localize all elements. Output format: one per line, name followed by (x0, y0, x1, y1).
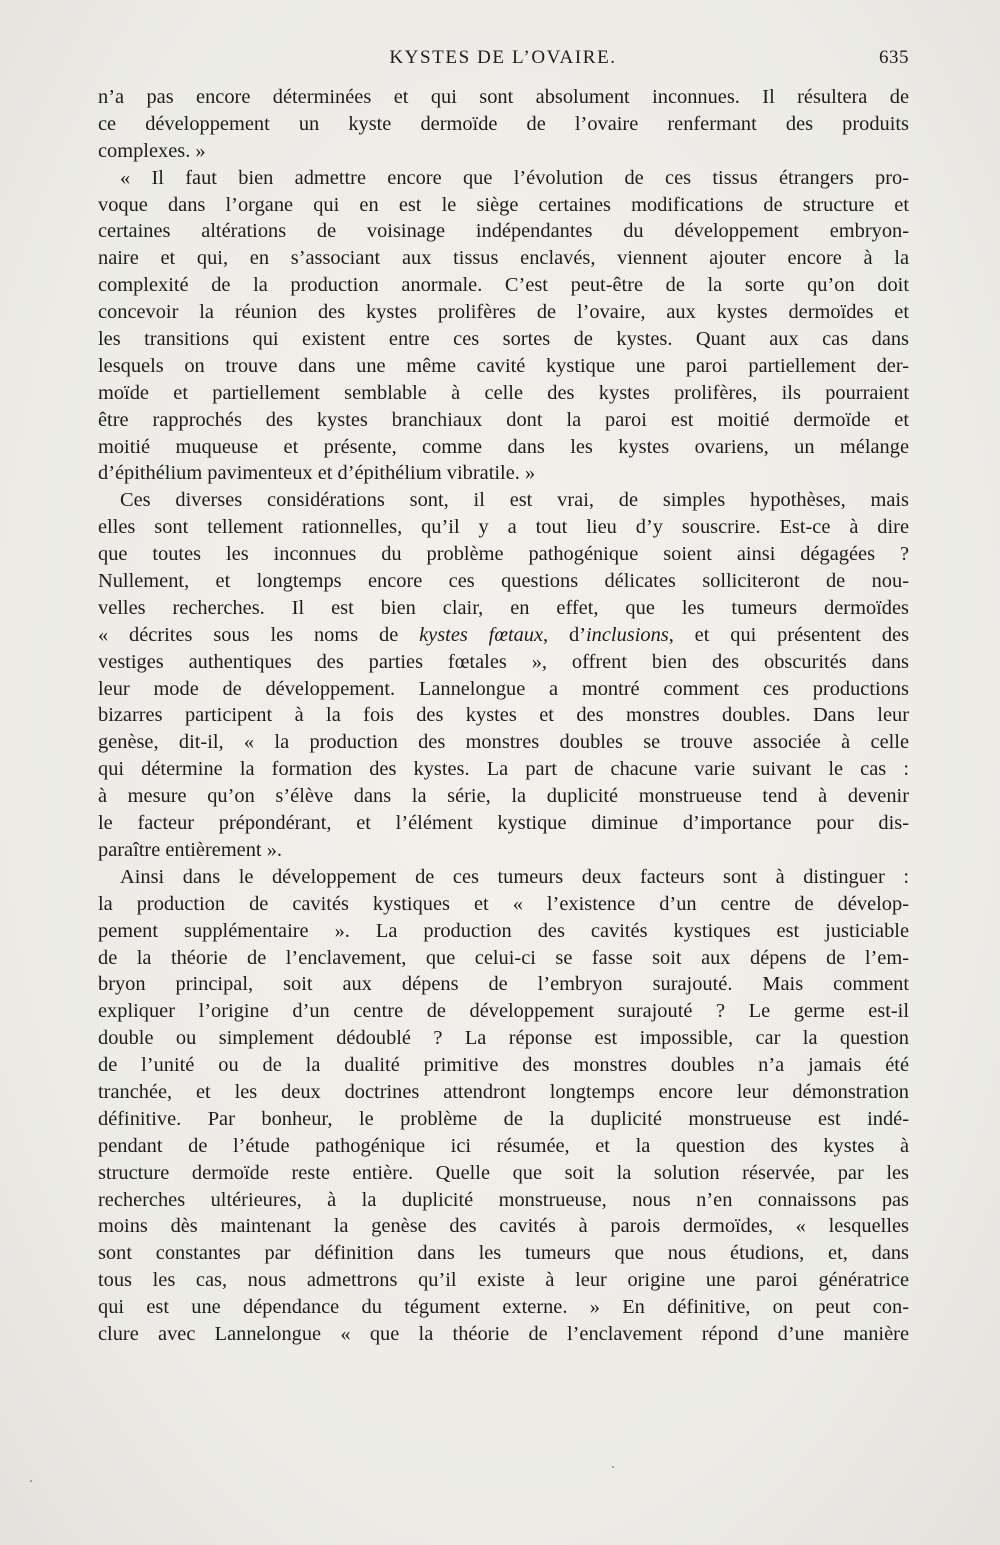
text-line: lesquels on trouve dans une même cavité kystique une paroi partiellement der- (98, 354, 909, 377)
text-line: sont constantes par définition dans les tumeurs que nous étudions, et, dans (98, 1242, 909, 1265)
text-line: tous les cas, nous admettrons qu’il existe à leur origine une paroi génératrice (98, 1269, 909, 1292)
text-line: Ces diverses considérations sont, il est vrai, de simples hypothèses, mais (120, 489, 909, 512)
text-line: complexité de la production anormale. C’est peut-être de la sorte qu’on doit (98, 274, 909, 297)
text-line: expliquer l’origine d’un centre de développement surajouté ? Le germe est-il (98, 1000, 909, 1023)
text-line: tranchée, et les deux doctrines attendront longtemps encore leur démonstration (98, 1080, 909, 1103)
text-line: leur mode de développement. Lannelongue a montré comment ces productions (98, 677, 909, 700)
running-title: KYSTES DE L’OVAIRE. (389, 47, 617, 68)
text-line: bryon principal, soit aux dépens de l’embryon surajouté. Mais comment (98, 973, 909, 996)
text-line: « Il faut bien admettre encore que l’évolution de ces tissus étrangers pro- (120, 166, 909, 189)
text-line: de l’unité ou de la dualité primitive des monstres doubles n’a jamais été (98, 1054, 909, 1077)
text-line: qui détermine la formation des kystes. La part de chacune varie suivant le cas : (98, 758, 909, 781)
text-line: n’a pas encore déterminées et qui sont absolument inconnues. Il résultera de (98, 86, 909, 108)
text-line: double ou simplement dédoublé ? La réponse est impossible, car la question (98, 1027, 909, 1050)
text-line: moïde et partiellement semblable à celle des kystes prolifères, ils pourraient (98, 381, 909, 404)
paper-speck (612, 1466, 614, 1468)
text-line: bizarres participent à la fois des kystes et des monstres doubles. Dans leur (98, 704, 909, 727)
text-line: complexes. » (98, 139, 206, 162)
text-line-with-italics (98, 622, 909, 649)
text-line: concevoir la réunion des kystes prolifères de l’ovaire, aux kystes dermoïdes et (98, 301, 909, 324)
text-segment: , d’ (543, 623, 586, 646)
text-line: paraître entièrement ». (98, 838, 282, 861)
text-line: recherches ultérieures, à la duplicité monstrueuse, nous n’en connaissons pas (98, 1188, 909, 1211)
text-line: pement supplémentaire ». La production des cavités kystiques est justiciable (98, 919, 909, 942)
body-text (98, 84, 909, 1348)
text-line: elles sont tellement rationnelles, qu’il y a tout lieu d’y souscrire. Est-ce à dire (98, 516, 909, 539)
page-number: 635 (879, 47, 909, 68)
running-head (97, 47, 909, 75)
text-line: naire et qui, en s’associant aux tissus enclavés, viennent ajouter encore à la (98, 247, 909, 270)
text-line: voque dans l’organe qui en est le siège certaines modifications de structure et (98, 193, 909, 216)
text-line: de la théorie de l’enclavement, que celui-ci se fasse soit aux dépens de l’em- (98, 946, 909, 969)
text-line: le facteur prépondérant, et l’élément kystique diminue d’importance pour dis- (98, 812, 909, 835)
italic-term: kystes fœtaux (419, 623, 544, 646)
text-line: genèse, dit-il, « la production des monstres doubles se trouve associée à celle (98, 731, 909, 754)
text-line: clure avec Lannelongue « que la théorie de l’enclavement répond d’une manière (98, 1322, 909, 1345)
text-line: la production de cavités kystiques et « l’existence d’un centre de dévelop- (98, 892, 909, 915)
text-line: Ainsi dans le développement de ces tumeurs deux facteurs sont à distinguer : (120, 865, 909, 888)
text-line: ce développement un kyste dermoïde de l’ovaire renfermant des produits (98, 112, 909, 135)
text-line: vestiges authentiques des parties fœtales », offrent bien des obscurités dans (98, 650, 909, 673)
text-line: définitive. Par bonheur, le problème de la duplicité monstrueuse est indé- (98, 1107, 909, 1130)
paper-speck (30, 1480, 32, 1482)
text-line: qui est une dépendance du tégument externe. » En définitive, on peut con- (98, 1296, 909, 1319)
text-line: que toutes les inconnues du problème pathogénique soient ainsi dégagées ? (98, 543, 909, 566)
text-line: Nullement, et longtemps encore ces questions délicates solliciteront de nou- (98, 570, 909, 593)
text-segment: , et qui présentent des (668, 623, 909, 646)
text-line: être rapprochés des kystes branchiaux dont la paroi est moitié dermoïde et (98, 408, 909, 431)
text-line: velles recherches. Il est bien clair, en effet, que les tumeurs dermoïdes (98, 596, 909, 619)
text-line: certaines altérations de voisinage indépendantes du développement embryon- (98, 220, 909, 243)
text-segment: « décrites sous les noms de (98, 623, 420, 646)
text-line: pendant de l’étude pathogénique ici résumée, et la question des kystes à (98, 1134, 909, 1157)
text-line: structure dermoïde reste entière. Quelle que soit la solution réservée, par les (98, 1161, 909, 1184)
text-line: moins dès maintenant la genèse des cavités à parois dermoïdes, « lesquelles (98, 1215, 909, 1238)
text-line: les transitions qui existent entre ces sortes de kystes. Quant aux cas dans (98, 328, 909, 351)
text-line: moitié muqueuse et présente, comme dans les kystes ovariens, un mélange (98, 435, 909, 458)
italic-term: inclusions (586, 623, 669, 646)
text-line: à mesure qu’on s’élève dans la série, la duplicité monstrueuse tend à devenir (98, 785, 909, 808)
text-line: d’épithélium pavimenteux et d’épithélium vibratile. » (98, 462, 536, 485)
